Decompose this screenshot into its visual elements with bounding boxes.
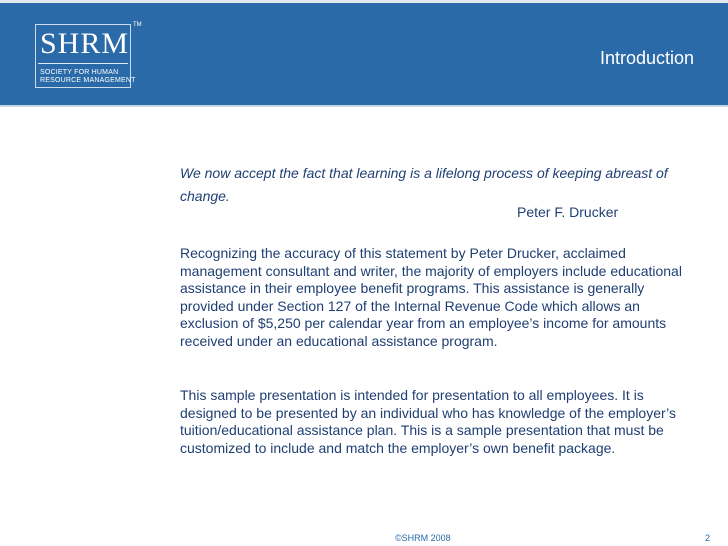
logo-tagline-line2: RESOURCE MANAGEMENT <box>40 77 136 84</box>
header-band <box>0 0 728 105</box>
copyright-notice: ©SHRM 2008 <box>395 533 451 543</box>
logo-mark: SHRM <box>40 27 130 60</box>
logo-tagline-line1: SOCIETY FOR HUMAN <box>40 69 119 76</box>
header-divider <box>0 105 728 107</box>
drucker-quote: We now accept the fact that learning is a lifelong process of keeping abreast of change. <box>180 165 668 204</box>
slide-title: Introduction <box>599 48 694 68</box>
trademark-mark: TM <box>133 22 142 28</box>
body-paragraph-1: Recognizing the accuracy of this statement by Peter Drucker, acclaimed management consultant and writer, the majority of employers include educational assistance in their employee benefit programs. This assistance is generally provided under Section 127 of the Internal Revenue Code which allows an exclusion of $5,250 per calendar year from an employee’s income for amounts received under an educational assistance program. <box>180 245 682 349</box>
body-paragraph-2: This sample presentation is intended for presentation to all employees. It is designed to be presented by an individual who has knowledge of the employer’s tuition/educational assistance plan. This is a sample presentation that must be customized to include and match the employer’s own benefit package. <box>180 387 677 456</box>
page-number: 2 <box>705 533 711 543</box>
shrm-logo <box>35 24 136 88</box>
logo-divider <box>38 63 128 64</box>
slide-footer <box>0 520 728 546</box>
quote-author: Peter F. Drucker <box>517 204 619 220</box>
